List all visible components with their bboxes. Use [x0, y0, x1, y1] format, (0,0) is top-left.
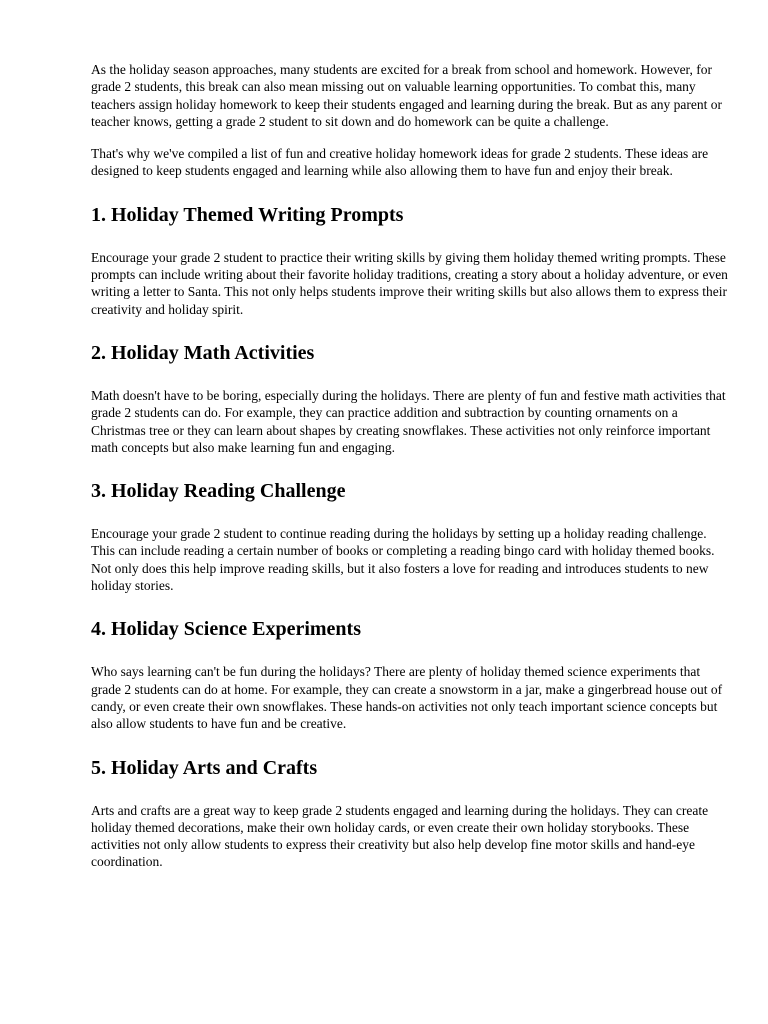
intro-paragraph-1: As the holiday season approaches, many students are excited for a break from school and homework. However, for grade 2 students, this break can also mean missing out on valuable learning opportunities. To combat this, many teachers assign holiday homework to keep their students engaged and learning during the break. But as any parent or teacher knows, getting a grade 2 student to sit down and do homework can be quite a challenge. — [91, 62, 722, 129]
intro-paragraph-2: That's why we've compiled a list of fun and creative holiday homework ideas for grade 2 students. These ideas are designed to keep students engaged and learning while also allowing them to have fun and enjoy their break. — [91, 146, 709, 179]
section-heading-writing-prompts: 1. Holiday Themed Writing Prompts — [91, 203, 404, 226]
section-heading-math-activities: 2. Holiday Math Activities — [91, 341, 315, 364]
section-body-arts-and-crafts: Arts and crafts are a great way to keep grade 2 students engaged and learning during the holidays. They can create holiday themed decorations, make their own holiday cards, or even create their own holiday storybooks. These activities not only allow students to express their creativity but also help develop fine motor skills and hand-eye coordination. — [91, 802, 709, 870]
section-body-science-experiments: Who says learning can't be fun during the holidays? There are plenty of holiday themed science experiments that grade 2 students can do at home. For example, they can create a snowstorm in a jar, make a gingerbread house out of candy, or even create their own snowflakes. These hands-on activities not only teach important science concepts but also allow students to have fun and be creative. — [91, 664, 723, 732]
section-body-reading-challenge: Encourage your grade 2 student to continue reading during the holidays by setting up a holiday reading challenge. This can include reading a certain number of books or completing a reading bingo card with holiday themed books. Not only does this help improve reading skills, but it also fosters a love for reading and introduces students to new holiday stories. — [91, 526, 715, 594]
section-heading-science-experiments: 4. Holiday Science Experiments — [91, 618, 361, 641]
section-body-writing-prompts: Encourage your grade 2 student to practice their writing skills by giving them holiday themed writing prompts. These prompts can include writing about their favorite holiday traditions, creating a story about a holiday adventure, or even writing a letter to Santa. This not only helps students improve their writing skills but also allows them to express their creativity and holiday spirit. — [91, 249, 728, 317]
section-heading-arts-and-crafts: 5. Holiday Arts and Crafts — [91, 756, 318, 779]
section-body-math-activities: Math doesn't have to be boring, especially during the holidays. There are plenty of fun and festive math activities that grade 2 students can do. For example, they can practice addition and subtraction by counting ornaments on a Christmas tree or they can learn about shapes by creating snowflakes. These activities not only reinforce important math concepts but also make learning fun and engaging. — [91, 387, 726, 455]
section-heading-reading-challenge: 3. Holiday Reading Challenge — [91, 480, 346, 503]
